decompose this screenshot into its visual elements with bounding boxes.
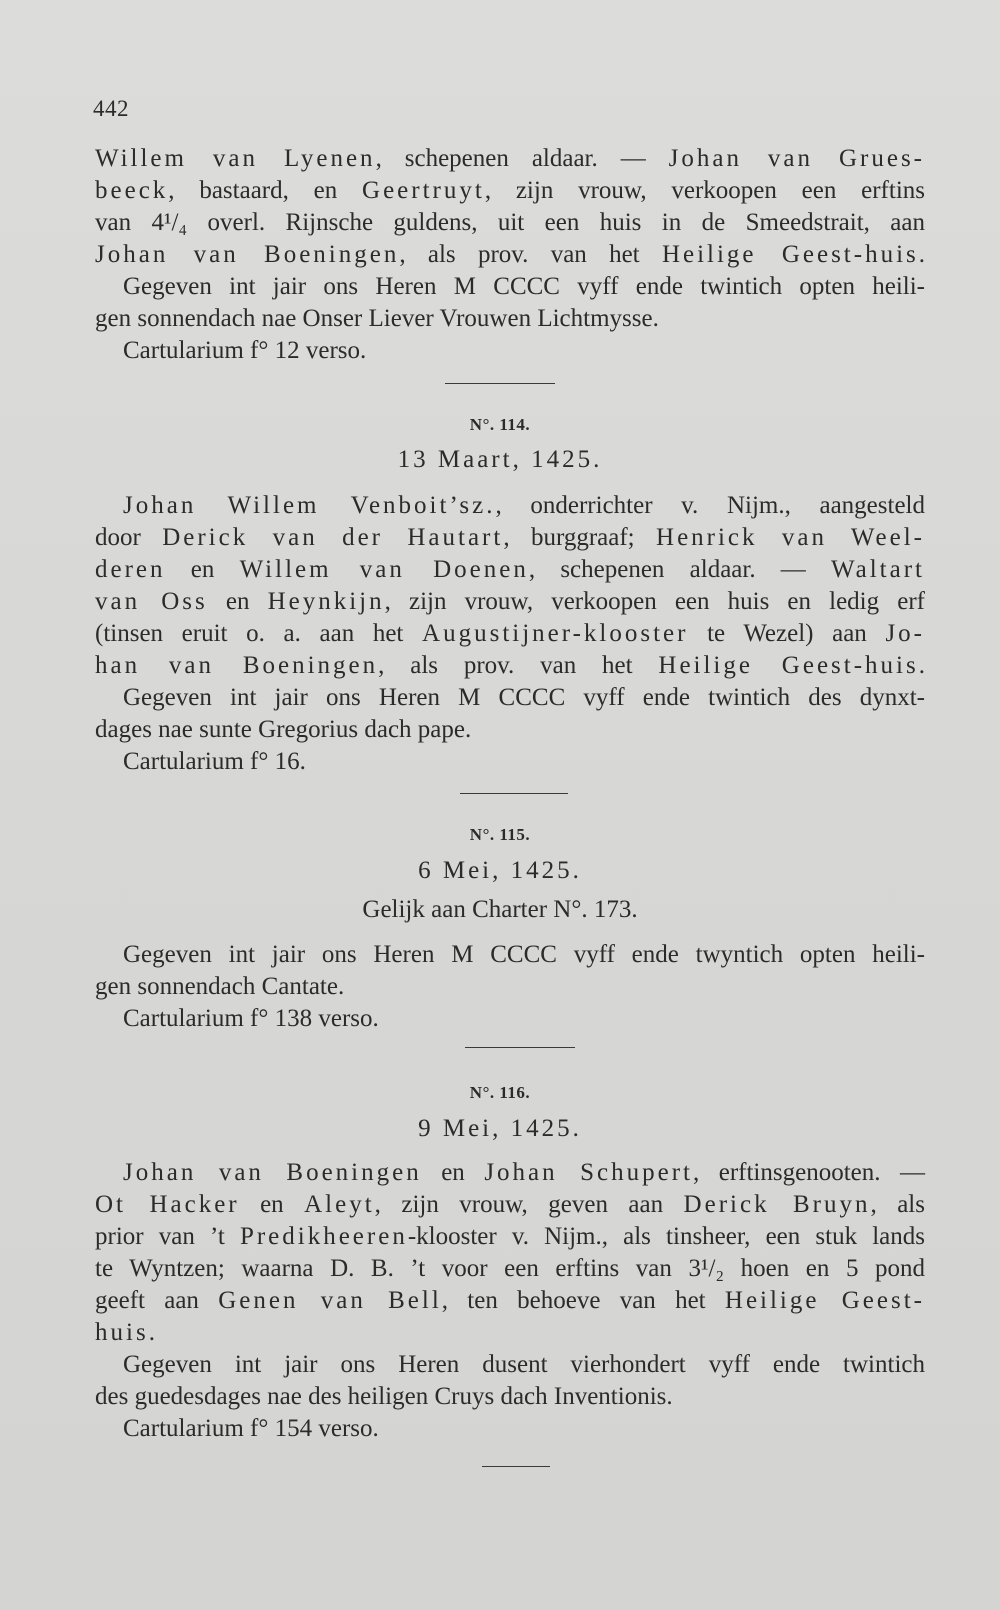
text-run: dages nae sunte Gregorius dach pape. xyxy=(95,716,472,743)
text-line xyxy=(95,554,925,586)
text-line xyxy=(95,1157,925,1189)
person-name: deren xyxy=(95,556,166,583)
separator-rule xyxy=(460,793,568,794)
text-run: gen sonnendach Cantate. xyxy=(95,973,345,1000)
text-line xyxy=(95,939,925,971)
text-line xyxy=(95,239,925,271)
text-line xyxy=(95,971,925,1003)
text-line xyxy=(95,143,925,175)
text-run: , schepenen aldaar. — xyxy=(528,556,832,583)
text-run: , burggraaf; xyxy=(503,524,657,551)
text-line xyxy=(95,522,925,554)
person-name: Genen van Bell xyxy=(218,1287,442,1314)
institution-name: Predikheeren xyxy=(239,1223,408,1250)
text-line xyxy=(95,618,925,650)
entry-number: N°. 115. xyxy=(469,825,531,844)
text-run: . xyxy=(918,241,925,268)
institution-name: huis xyxy=(95,1319,149,1346)
separator-rule xyxy=(482,1466,550,1467)
text-run: (tinsen eruit o. a. aan het xyxy=(95,620,423,647)
text-run: en xyxy=(239,1191,305,1218)
entry-number: N°. 114. xyxy=(469,415,531,434)
person-name: Johan Willem Venboit’sz. xyxy=(123,492,496,519)
text-line xyxy=(95,1317,925,1349)
text-run: en xyxy=(165,556,240,583)
institution-name: Heilige Geest-huis xyxy=(661,241,919,268)
text-run: , schepenen aldaar. — xyxy=(375,145,669,172)
text-line xyxy=(95,1189,925,1221)
person-name: Willem van Lyenen xyxy=(95,145,376,172)
entry-number: N°. 116. xyxy=(469,1083,531,1102)
cartularium-reference xyxy=(95,1413,925,1445)
text-run: prior van ’t xyxy=(95,1223,240,1250)
institution-name: Augustijner-klooster xyxy=(422,620,689,647)
text-run: geeft aan xyxy=(95,1287,219,1314)
person-name: Johan van Grues- xyxy=(668,145,926,172)
text-line xyxy=(95,271,925,303)
text-run: , als xyxy=(870,1191,925,1218)
cartularium-reference xyxy=(95,1003,925,1035)
text-run: , bastaard, en xyxy=(168,177,363,204)
person-name: Johan van Boeningen xyxy=(123,1159,422,1186)
institution-name: Heilige Geest-huis xyxy=(658,652,919,679)
person-name: Ot Hacker xyxy=(95,1191,240,1218)
text-line xyxy=(95,1221,925,1253)
cartularium-reference xyxy=(95,746,925,778)
person-name: Willem van Doenen xyxy=(239,556,529,583)
text-line xyxy=(95,1253,925,1285)
text-run: te Wyntzen; waarna D. B. ’t voor een erftins van 3¹/₂ hoen en 5 pond xyxy=(95,1255,925,1282)
entry-116-text xyxy=(95,1157,925,1445)
cartularium-reference xyxy=(95,335,925,367)
person-name: Henrick van Weel- xyxy=(656,524,925,551)
person-name: Derick Bruyn xyxy=(683,1191,871,1218)
text-run: Cartularium f° 138 verso. xyxy=(123,1005,379,1032)
text-run: , zijn vrouw, geven aan xyxy=(374,1191,684,1218)
text-line xyxy=(95,175,925,207)
text-line xyxy=(95,1381,925,1413)
text-run: en xyxy=(207,588,268,615)
entry-114-text xyxy=(95,490,925,778)
text-run: Gegeven int jair ons Heren M CCCC vyff ende twintich opten heili- xyxy=(123,273,925,300)
text-run: Cartularium f° 16. xyxy=(123,748,306,775)
person-name: Geertruyt xyxy=(362,177,485,204)
text-run: gen sonnendach nae Onser Liever Vrouwen Lichtmysse. xyxy=(95,305,659,332)
text-line xyxy=(95,303,925,335)
person-name: Johan van Boeningen xyxy=(95,241,400,268)
text-run: . xyxy=(918,652,925,679)
entry-date: 9 Mei, 1425. xyxy=(418,1115,582,1142)
person-name: van Oss xyxy=(95,588,208,615)
text-run: . xyxy=(148,1319,155,1346)
text-run: -klooster v. Nijm., als tinsheer, een stuk lands xyxy=(407,1223,925,1250)
text-line xyxy=(95,650,925,682)
text-run: , als prov. van het xyxy=(399,241,662,268)
text-run: Gegeven int jair ons Heren M CCCC vyff ende twyntich opten heili- xyxy=(123,941,925,968)
person-name: beeck xyxy=(95,177,169,204)
person-name: Aleyt xyxy=(304,1191,375,1218)
person-name: Heynkijn xyxy=(267,588,385,615)
intro-paragraph xyxy=(95,143,925,367)
separator-rule xyxy=(445,383,555,384)
entry-115-text xyxy=(95,939,925,1035)
text-run: des guedesdages nae des heiligen Cruys dach Inventionis. xyxy=(95,1383,673,1410)
text-run: van 4¹/₄ overl. Rijnsche guldens, uit een huis in de Smeedstrait, aan xyxy=(95,209,925,236)
entry-date: 6 Mei, 1425. xyxy=(418,857,582,884)
text-run: door xyxy=(95,524,163,551)
separator-rule xyxy=(465,1047,575,1048)
text-run: , als prov. van het xyxy=(378,652,659,679)
institution-name: Heilige Geest- xyxy=(724,1287,925,1314)
text-line xyxy=(95,207,925,239)
charter-reference: Gelijk aan Charter N°. 173. xyxy=(362,896,638,923)
person-name: Derick van der Hautart xyxy=(162,524,504,551)
page-number: 442 xyxy=(93,96,129,121)
text-run: Gegeven int jair ons Heren M CCCC vyff ende twintich des dynxt- xyxy=(123,684,925,711)
text-run: , erftinsgenooten. — xyxy=(693,1159,925,1186)
text-run: Cartularium f° 12 verso. xyxy=(123,337,367,364)
person-name: Waltart xyxy=(831,556,925,583)
text-run: , zijn vrouw, verkoopen een erftins xyxy=(484,177,926,204)
text-run: , ten behoeve van het xyxy=(441,1287,725,1314)
text-run: , onderrichter v. Nijm., aangesteld xyxy=(495,492,925,519)
person-name: han van Boeningen xyxy=(95,652,379,679)
person-name: Jo- xyxy=(885,620,926,647)
text-run: te Wezel) aan xyxy=(688,620,886,647)
text-line xyxy=(95,490,925,522)
text-run: Cartularium f° 154 verso. xyxy=(123,1415,379,1442)
text-line xyxy=(95,682,925,714)
text-run: en xyxy=(421,1159,485,1186)
text-line xyxy=(95,1285,925,1317)
person-name: Johan Schupert xyxy=(484,1159,693,1186)
text-line xyxy=(95,714,925,746)
text-line xyxy=(95,586,925,618)
entry-date: 13 Maart, 1425. xyxy=(397,446,603,473)
text-run: , zijn vrouw, verkoopen een huis en ledig erf xyxy=(384,588,925,615)
text-run: Gegeven int jair ons Heren dusent vierhondert vyff ende twintich xyxy=(123,1351,925,1378)
text-line xyxy=(95,1349,925,1381)
